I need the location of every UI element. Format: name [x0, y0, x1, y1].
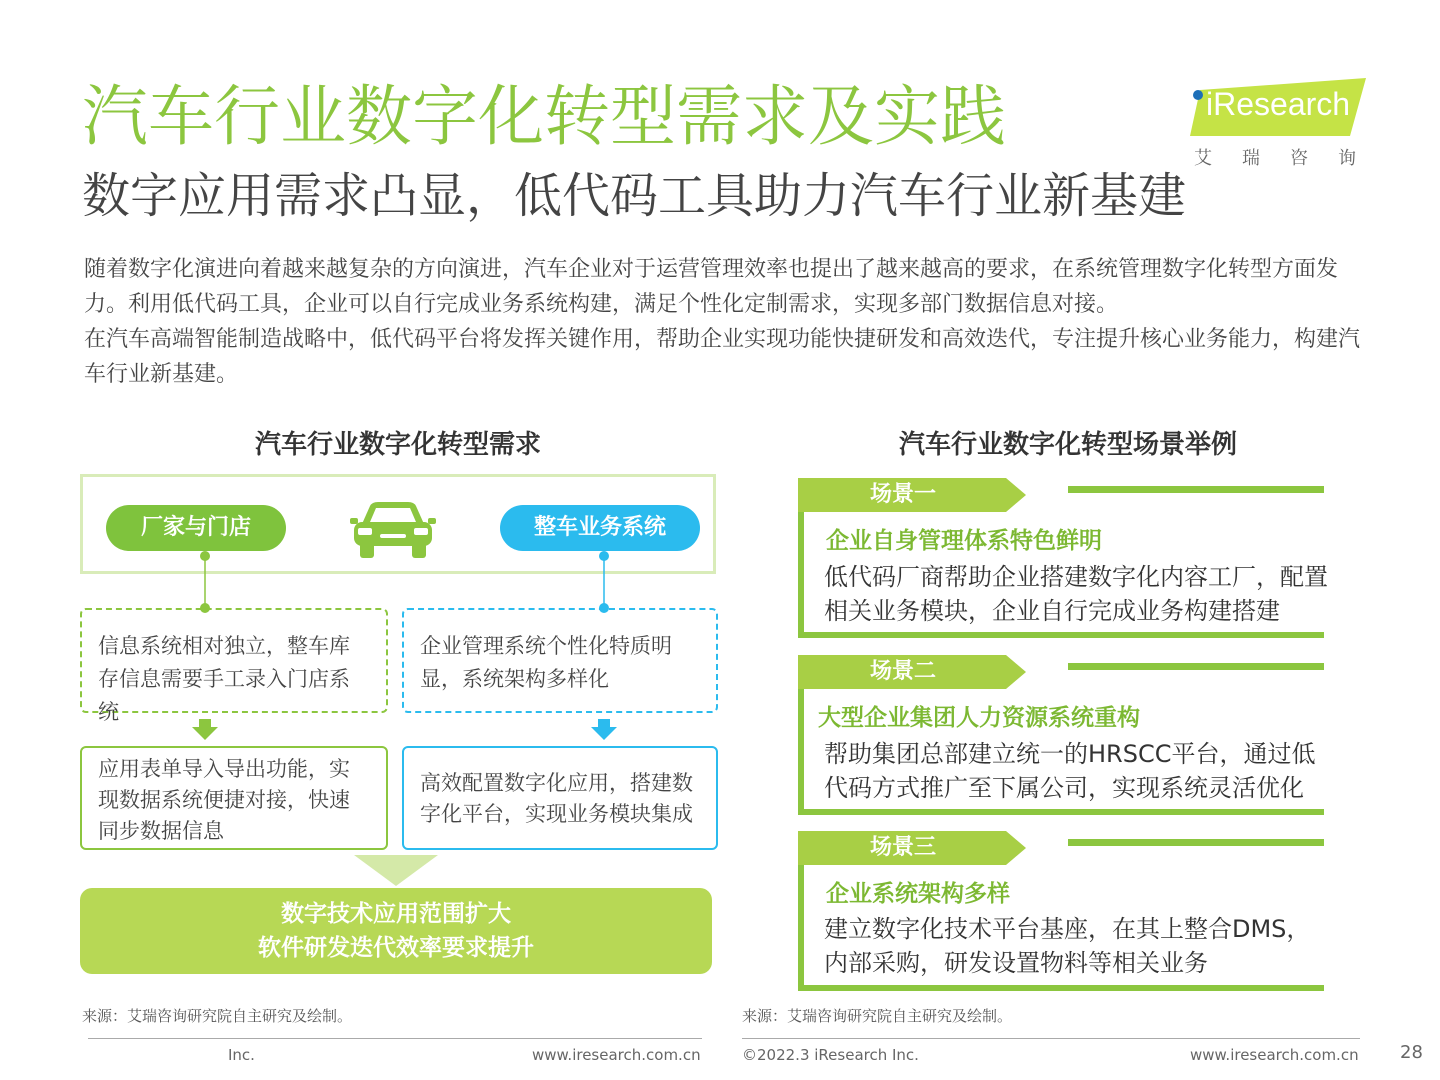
page-title: 汽车行业数字化转型需求及实践 [82, 78, 1006, 155]
left-solution-box [80, 746, 388, 850]
left-solution-text: 应用表单导入导出功能，实现数据系统便捷对接，快速同步数据信息 [98, 757, 350, 843]
footer-inc: Inc. [228, 1046, 255, 1064]
scene-3-bottom-line [798, 985, 1324, 991]
right-issue-text: 企业管理系统个性化特质明显，系统架构多样化 [420, 634, 672, 691]
scene-1-heading: 企业自身管理体系特色鲜明 [826, 528, 1102, 554]
page-number: 28 [1400, 1042, 1423, 1063]
scene-1-body: 低代码厂商帮助企业搭建数字化内容工厂，配置相关业务模块，企业自行完成业务构建搭建 [824, 563, 1328, 625]
result-line-1: 数字技术应用范围扩大 [281, 901, 511, 927]
left-section-title: 汽车行业数字化转型需求 [254, 430, 541, 460]
footer-right-url[interactable]: www.iresearch.com.cn [1190, 1046, 1359, 1064]
scene-1-top-line [1068, 486, 1324, 493]
left-footer-divider [88, 1038, 702, 1039]
left-source-note: 来源：艾瑞咨询研究院自主研究及绘制。 [82, 1007, 353, 1025]
scene-1-bottom-line [798, 632, 1324, 638]
footer-copyright: ©2022.3 iResearch Inc. [742, 1046, 919, 1064]
scene-2-top-line [1068, 663, 1324, 670]
scene-3-tab-label: 场景三 [870, 835, 937, 860]
scene-3-body: 建立数字化技术平台基座，在其上整合DMS，内部采购，研发设置物料等相关业务 [824, 915, 1311, 977]
logo-subtitle: 艾瑞咨询 [1194, 148, 1386, 169]
right-source-note: 来源：艾瑞咨询研究院自主研究及绘制。 [742, 1007, 1013, 1025]
scene-3-top-line [1068, 839, 1324, 846]
scene-1-tab-label: 场景一 [870, 482, 937, 507]
scene-2-bottom-line [798, 809, 1324, 815]
manufacturer-store-pill: 厂家与门店 [106, 505, 286, 551]
scene-2-heading: 大型企业集团人力资源系统重构 [818, 705, 1140, 731]
scene-3-tab [798, 831, 1028, 865]
right-solution-text: 高效配置数字化应用，搭建数字化平台，实现业务模块集成 [420, 771, 693, 826]
right-section-title: 汽车行业数字化转型场景举例 [898, 430, 1237, 460]
scene-2-tab [798, 655, 1028, 689]
vehicle-system-pill: 整车业务系统 [500, 505, 700, 551]
scene-2-body: 帮助集团总部建立统一的HRSCC平台，通过低代码方式推广至下属公司，实现系统灵活优化 [824, 740, 1316, 802]
scene-2-tab-label: 场景二 [870, 659, 937, 684]
scene-1-tab [798, 478, 1028, 512]
left-issue-box [80, 608, 388, 724]
right-footer-divider [742, 1038, 1360, 1039]
iresearch-logo [1190, 78, 1386, 169]
footer-left-url[interactable]: www.iresearch.com.cn [532, 1046, 701, 1064]
left-issue-text: 信息系统相对独立，整车库存信息需要手工录入门店系统 [98, 634, 350, 724]
right-issue-box [402, 608, 718, 713]
intro-paragraph-1: 随着数字化演进向着越来越复杂的方向演进，汽车企业对于运营管理效率也提出了越来越高的要求，在系统管理数字化转型方面发力。利用低代码工具，企业可以自行完成业务系统构建，满足个性化定制需求，实现多部门数据信息对接。 [84, 257, 1339, 317]
logo-name: iResearch [1206, 86, 1351, 122]
page-subtitle: 数字应用需求凸显，低代码工具助力汽车行业新基建 [82, 168, 1187, 224]
result-line-2: 软件研发迭代效率要求提升 [258, 935, 534, 961]
scene-3-heading: 企业系统架构多样 [826, 881, 1010, 907]
intro-paragraph-2: 在汽车高端智能制造战略中，低代码平台将发挥关键作用，帮助企业实现功能快捷研发和高效迭代，专注提升核心业务能力，构建汽车行业新基建。 [84, 327, 1361, 387]
result-bar [80, 888, 712, 974]
right-solution-box [402, 746, 718, 850]
